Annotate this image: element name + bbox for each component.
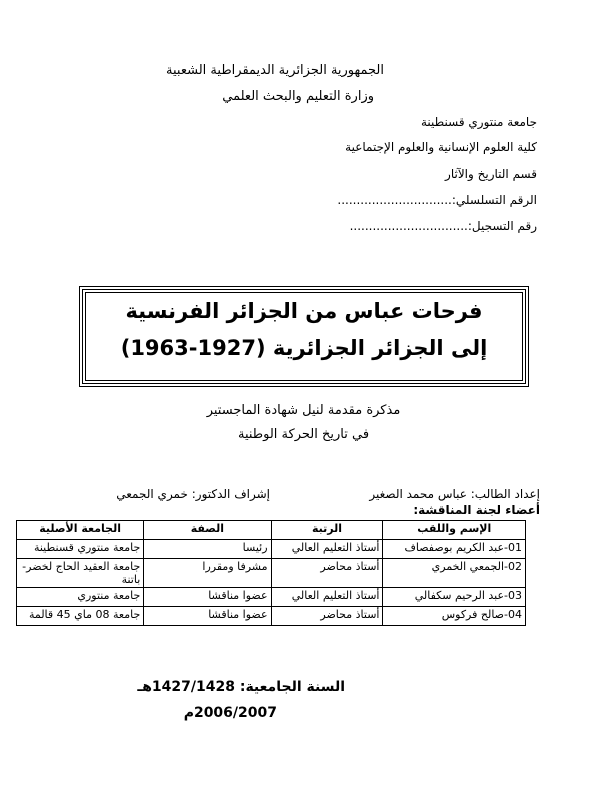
column-header-name: الإسم واللقب (383, 521, 526, 540)
republic-name: الجمهورية الجزائرية الديمقراطية الشعبية (166, 63, 384, 78)
university-name: جامعة منتوري قسنطينة (421, 115, 537, 129)
table-row (17, 588, 526, 607)
ministry-name: وزارة التعليم والبحث العلمي (222, 89, 374, 104)
table-header-row (17, 521, 526, 540)
thesis-description: مذكرة مقدمة لنيل شهادة الماجستير (206, 403, 401, 418)
committee-table (16, 520, 526, 626)
member-rank: أستاذ التعليم العالي (271, 540, 383, 559)
title-line-1: فرحات عباس من الجزائر الفرنسية (125, 299, 483, 323)
table-row (17, 559, 526, 588)
academic-year-gregorian: 2006/2007م (183, 705, 277, 721)
thesis-field: في تاريخ الحركة الوطنية (237, 427, 370, 442)
member-role: مشرفا ومقررا (144, 559, 271, 588)
member-role: عضوا مناقشا (144, 607, 271, 626)
member-rank: أستاذ محاضر (271, 607, 383, 626)
member-university: جامعة منتوري قسنطينة (17, 540, 144, 559)
registration-number-field: رقم التسجيل:............................... (349, 219, 537, 233)
department-name: قسم التاريخ والآثار (445, 167, 537, 181)
member-name: 04-صالح فركوس (383, 607, 526, 626)
member-rank: أستاذ محاضر (271, 559, 383, 588)
supervisor-name: إشراف الدكتور: خمري الجمعي (116, 487, 270, 501)
column-header-role: الصفة (144, 521, 271, 540)
member-name: 02-الجمعي الخمري (383, 559, 526, 588)
table-row (17, 607, 526, 626)
title-line-2: إلى الجزائر الجزائرية (1927-1963) (120, 336, 488, 360)
academic-year-hijri: السنة الجامعية: 1427/1428هـ (137, 679, 345, 695)
member-university: جامعة العقيد الحاج لخضر- باتنة (17, 559, 144, 588)
serial-number-field: الرقم التسلسلي:.............................. (337, 193, 537, 207)
member-university: جامعة منتوري (17, 588, 144, 607)
faculty-name: كلية العلوم الإنسانية والعلوم الإجتماعية (345, 140, 537, 154)
column-header-university: الجامعة الأصلية (17, 521, 144, 540)
member-university: جامعة 08 ماي 45 قالمة (17, 607, 144, 626)
student-name: إعداد الطالب: عباس محمد الصغير (369, 487, 540, 501)
member-name: 01-عبد الكريم بوصفصاف (383, 540, 526, 559)
column-header-rank: الرتبة (271, 521, 383, 540)
member-rank: أستاذ التعليم العالي (271, 588, 383, 607)
member-name: 03-عبد الرحيم سكفالي (383, 588, 526, 607)
title-box (82, 289, 526, 384)
member-role: رئيسا (144, 540, 271, 559)
committee-heading: أعضاء لجنة المناقشة: (413, 503, 540, 517)
member-role: عضوا مناقشا (144, 588, 271, 607)
table-row (17, 540, 526, 559)
